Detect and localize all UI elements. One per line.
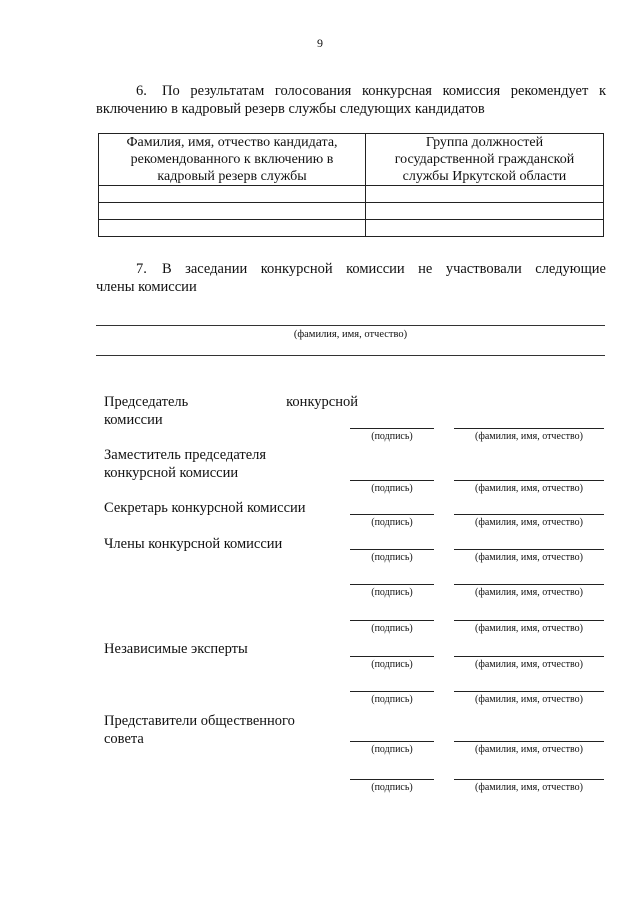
name-line[interactable] — [454, 584, 604, 585]
absent-members-line[interactable] — [96, 325, 605, 326]
table-row — [99, 220, 604, 237]
signature-caption: (подпись) — [371, 587, 413, 598]
signature-line[interactable] — [350, 549, 434, 550]
item-6-number: 6. — [136, 83, 147, 99]
name-caption: (фамилия, имя, отчество) — [475, 782, 583, 793]
signature-line[interactable] — [350, 691, 434, 692]
item-6-line-1: 6. По результатам голосования конкурсная комиссия рекомендует к — [136, 83, 606, 99]
signature-caption: (подпись) — [371, 744, 413, 755]
signature-line[interactable] — [350, 480, 434, 481]
item-6-paragraph — [96, 82, 606, 118]
table-cell[interactable] — [99, 186, 366, 203]
name-caption: (фамилия, имя, отчество) — [475, 587, 583, 598]
item-7-line-1: 7. В заседании конкурсной комиссии не участвовали следующие — [136, 261, 606, 277]
signature-caption: (подпись) — [371, 659, 413, 670]
table-cell[interactable] — [366, 186, 604, 203]
signature-line[interactable] — [350, 428, 434, 429]
item-7-line-2: члены комиссии — [96, 279, 197, 295]
name-caption: (фамилия, имя, отчество) — [475, 694, 583, 705]
table-header-name: Фамилия, имя, отчество кандидата, рекомендованного к включению в кадровый резерв службы — [99, 134, 366, 186]
role-chairman: Председатель конкурсной комиссии — [104, 394, 358, 428]
candidates-table — [98, 133, 604, 237]
name-caption: (фамилия, имя, отчество) — [475, 623, 583, 634]
table-cell[interactable] — [366, 220, 604, 237]
name-caption: (фамилия, имя, отчество) — [475, 744, 583, 755]
signature-line[interactable] — [350, 741, 434, 742]
signature-line[interactable] — [350, 620, 434, 621]
table-row — [99, 186, 604, 203]
table-header-row — [99, 134, 604, 186]
role-members: Члены конкурсной комиссии — [104, 536, 283, 552]
role-experts: Независимые эксперты — [104, 641, 248, 657]
name-line[interactable] — [454, 480, 604, 481]
signature-caption: (подпись) — [371, 431, 413, 442]
absent-members-caption: (фамилия, имя, отчество) — [293, 329, 408, 340]
signature-caption: (подпись) — [371, 694, 413, 705]
item-6-line-2: включению в кадровый резерв службы следующих кандидатов — [96, 101, 485, 117]
role-public-council: Представители общественного совета — [104, 713, 295, 747]
name-line[interactable] — [454, 691, 604, 692]
signature-caption: (подпись) — [371, 552, 413, 563]
name-line[interactable] — [454, 620, 604, 621]
name-line[interactable] — [454, 656, 604, 657]
signature-caption: (подпись) — [371, 623, 413, 634]
name-caption: (фамилия, имя, отчество) — [475, 483, 583, 494]
signature-caption: (подпись) — [371, 517, 413, 528]
page-number: 9 — [317, 36, 323, 50]
name-caption: (фамилия, имя, отчество) — [475, 552, 583, 563]
signature-caption: (подпись) — [371, 483, 413, 494]
name-line[interactable] — [454, 549, 604, 550]
signature-line[interactable] — [350, 584, 434, 585]
absent-members-line-2[interactable] — [96, 355, 605, 356]
table-cell[interactable] — [99, 203, 366, 220]
signature-caption: (подпись) — [371, 782, 413, 793]
role-secretary: Секретарь конкурсной комиссии — [104, 500, 306, 516]
item-7-paragraph — [96, 260, 606, 296]
name-caption: (фамилия, имя, отчество) — [475, 431, 583, 442]
name-line[interactable] — [454, 514, 604, 515]
name-caption: (фамилия, имя, отчество) — [475, 517, 583, 528]
table-cell[interactable] — [366, 203, 604, 220]
table-header-group: Группа должностей государственной гражданской службы Иркутской области — [366, 134, 604, 186]
role-deputy-chairman: Заместитель председателя конкурсной комиссии — [104, 447, 267, 481]
item-7-number: 7. — [136, 261, 147, 277]
table-row — [99, 203, 604, 220]
name-caption: (фамилия, имя, отчество) — [475, 659, 583, 670]
table-cell[interactable] — [99, 220, 366, 237]
signature-line[interactable] — [350, 656, 434, 657]
name-line[interactable] — [454, 741, 604, 742]
signature-line[interactable] — [350, 514, 434, 515]
name-line[interactable] — [454, 428, 604, 429]
signature-line[interactable] — [350, 779, 434, 780]
name-line[interactable] — [454, 779, 604, 780]
